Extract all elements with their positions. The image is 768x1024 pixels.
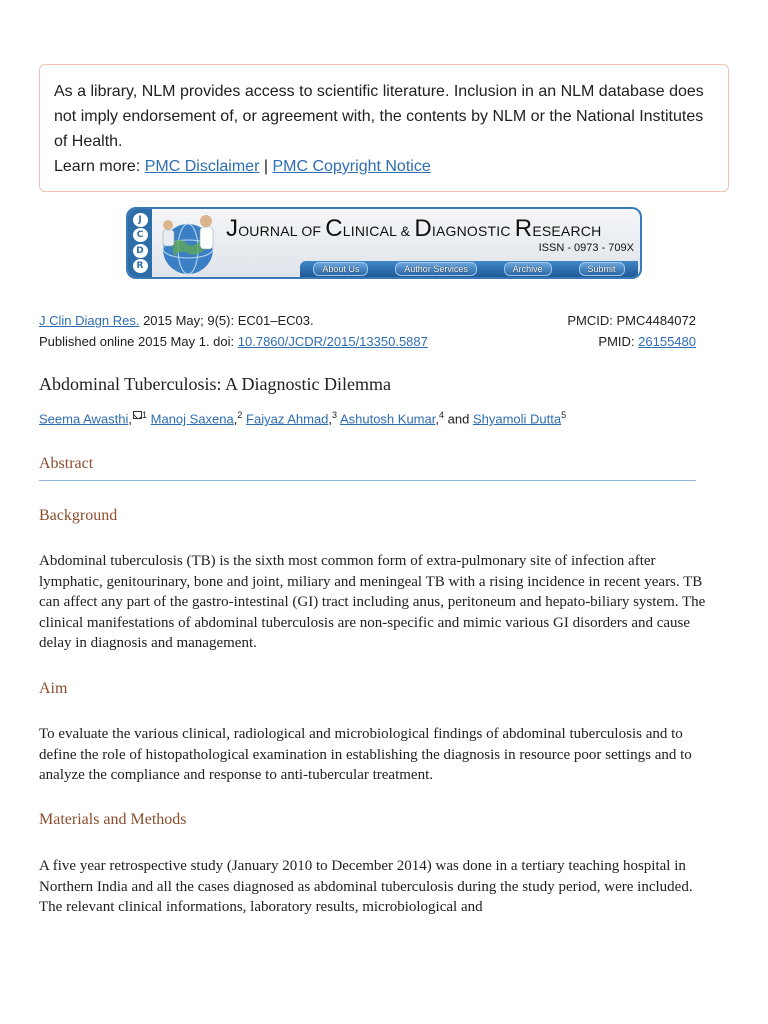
pmc-copyright-link[interactable]: PMC Copyright Notice bbox=[272, 158, 431, 175]
author-link-1[interactable]: Seema Awasthi bbox=[39, 411, 129, 427]
pmcid: PMCID: PMC4484072 bbox=[567, 313, 696, 328]
article-title: Abdominal Tuberculosis: A Diagnostic Dilemma bbox=[39, 374, 391, 394]
banner-journal-title bbox=[226, 215, 636, 243]
banner-nav bbox=[300, 261, 638, 277]
author-and: and bbox=[447, 411, 470, 427]
author-affil-2: 2 bbox=[237, 410, 243, 420]
banner-nav-archive[interactable]: Archive bbox=[504, 262, 552, 276]
notice-text: As a library, NLM provides access to scientific literature. Inclusion in an NLM database does not imply endorsement of, or agreement with, the contents by NLM or the National Institutes of Health. bbox=[54, 83, 704, 150]
author-link-3[interactable]: Faiyaz Ahmad bbox=[246, 411, 329, 427]
learn-more-label: Learn more: bbox=[54, 158, 141, 175]
title-cap-j: J bbox=[226, 215, 239, 242]
author-affil-1: 1 bbox=[142, 410, 148, 420]
banner-letter-c: C bbox=[133, 228, 148, 242]
pmid bbox=[598, 331, 696, 352]
journal-banner[interactable] bbox=[126, 207, 642, 279]
author-affil-5: 5 bbox=[561, 410, 567, 420]
banner-nav-submit[interactable]: Submit bbox=[579, 262, 625, 276]
author-link-4[interactable]: Ashutosh Kumar bbox=[339, 411, 436, 427]
title-cap-r: R bbox=[514, 215, 533, 242]
published-label: Published online 2015 May 1. doi: bbox=[39, 334, 235, 349]
background-heading: Background bbox=[39, 507, 118, 524]
aim-text: To evaluate the various clinical, radiological and microbiological findings of abdominal tuberculosis and to define the role of histopathological examination in establishing the diagnosis in resource poor settings and to analyze the compliance and response to anti-tubercular treatment. bbox=[39, 726, 692, 783]
doi-link[interactable]: 10.7860/JCDR/2015/13350.5887 bbox=[237, 334, 428, 349]
link-separator: | bbox=[263, 158, 268, 175]
email-icon[interactable] bbox=[133, 411, 142, 419]
author-list: Seema Awasthi, $^1$ Manoj Saxena,$^2$ Faiyaz Ahmad,$^3$ Ashutosh Kumar,$^4$ and Shyamoli Dutta$^5$ bbox=[39, 410, 567, 427]
banner-letter-r: R bbox=[133, 259, 148, 273]
title-rest-d: IAGNOSTIC bbox=[431, 223, 515, 239]
author-affil-3: 3 bbox=[332, 410, 338, 420]
banner-issn: ISSN - 0973 - 709X bbox=[538, 242, 634, 254]
title-cap-d: D bbox=[414, 215, 432, 242]
banner-letter-d: D bbox=[133, 244, 148, 258]
title-rest-j: OURNAL OF bbox=[238, 223, 326, 239]
journal-info: 2015 May; 9(5): EC01–EC03. bbox=[143, 313, 314, 328]
pmid-link[interactable]: 26155480 bbox=[638, 334, 696, 349]
methods-text: A five year retrospective study (January 2010 to December 2014) was done in a tertiary teaching hospital in Northern India and all the cases diagnosed as abdominal tuberculosis during the study period, were included. The relevant clinical informations, laboratory results, microbiological and bbox=[39, 858, 693, 915]
title-cap-c: C bbox=[325, 215, 343, 242]
banner-nav-about-us[interactable]: About Us bbox=[313, 262, 368, 276]
banner-letter-j: J bbox=[133, 213, 148, 227]
methods-heading: Materials and Methods bbox=[39, 811, 187, 828]
abstract-heading: Abstract bbox=[39, 455, 94, 472]
aim-heading: Aim bbox=[39, 680, 68, 697]
nlm-notice bbox=[39, 64, 729, 192]
citation-meta bbox=[39, 310, 696, 352]
citation-row-2 bbox=[39, 331, 696, 352]
pmc-disclaimer-link[interactable]: PMC Disclaimer bbox=[144, 158, 260, 175]
abstract-divider bbox=[39, 480, 696, 481]
title-rest-r: ESEARCH bbox=[532, 223, 602, 239]
banner-nav-author-services[interactable]: Author Services bbox=[395, 262, 477, 276]
author-affil-4: 4 bbox=[438, 410, 444, 420]
citation-row-1 bbox=[39, 310, 696, 331]
journal-citation bbox=[39, 310, 314, 331]
notice-learn-more bbox=[54, 154, 714, 179]
published-online bbox=[39, 331, 428, 352]
title-rest-c: LINICAL & bbox=[342, 223, 415, 239]
globe-doctor-icon bbox=[154, 209, 224, 279]
background-text: Abdominal tuberculosis (TB) is the sixth most common form of extra-pulmonary site of infection after lymphatic, genitourinary, bone and joint, miliary and meningeal TB with a rising incidence in recent years. TB can affect any part of the gastro-intestinal (GI) tract including anus, peritoneum and hepato-biliary system. The clinical manifestations of abdominal tuberculosis are non-specific and mimic various GI disorders and cause delay in diagnosis and management. bbox=[39, 553, 706, 651]
author-link-2[interactable]: Manoj Saxena bbox=[150, 411, 234, 427]
author-link-5[interactable]: Shyamoli Dutta bbox=[472, 411, 562, 427]
banner-side-strip bbox=[128, 209, 152, 277]
pmid-label: PMID: bbox=[598, 334, 635, 349]
journal-link[interactable]: J Clin Diagn Res. bbox=[39, 313, 140, 328]
